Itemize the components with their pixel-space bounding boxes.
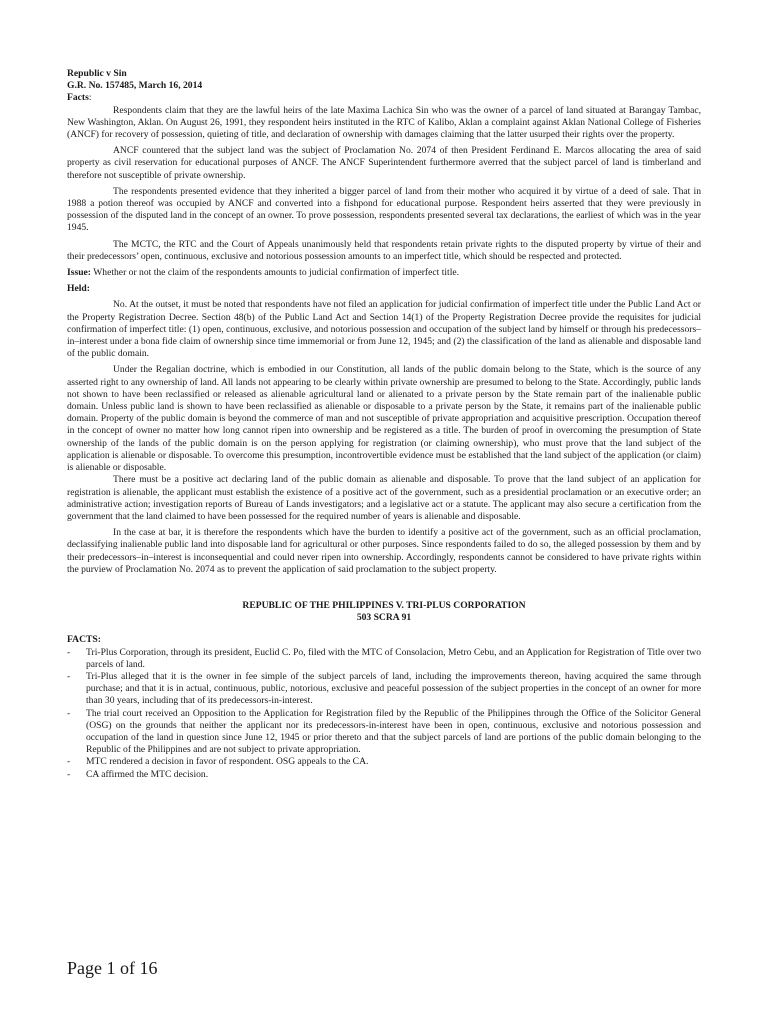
- facts-heading: Facts:: [67, 92, 92, 104]
- list-item: [67, 769, 701, 781]
- held-paragraph: No. At the outset, it must be noted that respondents have not filed an application for judicial confirmation of imperfect title under the Public Land Act or the Property Registration Decree. Section 48(b) of the Public Land Act and Section 14(1) of the Property Registration Decree provide the requisites for judicial confirmation of imperfect title: (1) open, continuous, exclusive, and notorious possession and occupation of the subject land by himself or through his predecessors–in–interest under a bona fide claim of ownership since time immemorial or from June 12, 1945; and (2) the classification of the land as alienable and disposable land of the public domain.: [67, 299, 701, 360]
- held-paragraph: There must be a positive act declaring land of the public domain as alienable and disposable. To prove that the land subject of an application for registration is alienable, the applicant must establish the existence of a positive act of the government, such as a presidential proclamation or an executive order; an administrative action; investigation reports of Bureau of Lands investigators; and a legislative act or a statute. The applicant may also secure a certification from the government that the land claimed to have been possessed for the required number of years is alienable and disposable.: [67, 474, 701, 522]
- page-number: Page 1 of 16: [67, 958, 158, 978]
- list-item: [67, 647, 701, 671]
- issue-text: Whether or not the claim of the respondents amounts to judicial confirmation of imperfect title.: [93, 267, 460, 279]
- list-item-text: The trial court received an Opposition to the Application for Registration filed by the Republic of the Philippines through the Office of the Solicitor General (OSG) on the grounds that neither the applicant nor its predecessors-in-interest have been in open, continuous, exclusive and notorious possession and occupation of the land in question since June 12, 1945 or prior thereto and that the subject parcels of land are portions of the public domain belonging to the Republic of the Philippines and are not subject to private appropriation.: [86, 707, 701, 756]
- list-item: [67, 756, 701, 768]
- bullet-dash: -: [67, 768, 71, 780]
- bullet-dash: -: [67, 756, 71, 768]
- list-item-text: Tri-Plus Corporation, through its president, Euclid C. Po, filed with the MTC of Consolacion, Metro Cebu, and an Application for Registration of Title over two parcels of land.: [86, 646, 701, 670]
- second-case-title: REPUBLIC OF THE PHILIPPINES V. TRI-PLUS CORPORATION: [242, 599, 526, 611]
- held-paragraph: In the case at bar, it is therefore the respondents which have the burden to identify a positive act of the government, such as an official proclamation, declassifying inalienable public land into disposable land for agricultural or other purposes. Since respondents failed to do so, the alleged possession by them and by their predecessors–in–interest is inconsequential and could never ripen into ownership. Accordingly, respondents cannot be considered to have private rights within the purview of Proclamation No. 2074 as to prevent the application of said proclamation to the subject property.: [67, 527, 701, 575]
- document-body: [67, 68, 701, 781]
- facts-paragraph: Respondents claim that they are the lawful heirs of the late Maxima Lachica Sin who was the owner of a parcel of land situated at Barangay Tambac, New Washington, Aklan. On August 26, 1991, they respondent heirs instituted in the RTC of Kalibo, Aklan a complaint against Aklan National College of Fisheries (ANCF) for recovery of possession, quieting of title, and declaration of ownership with damages claiming that the latter usurped their rights over the property.: [67, 104, 701, 141]
- list-item: [67, 671, 701, 708]
- case-title: Republic v Sin: [67, 68, 127, 79]
- second-facts-label: FACTS:: [67, 634, 101, 646]
- facts-paragraph: The MCTC, the RTC and the Court of Appeals unanimously held that respondents retain private rights to the disputed property by virtue of their and their predecessors’ open, continuous, exclusive and notorious possession amounts to an imperfect title, which should be respected and protected.: [67, 238, 701, 262]
- list-item: [67, 708, 701, 757]
- facts-label: Facts: [67, 92, 89, 104]
- held-label: Held:: [67, 283, 90, 295]
- list-item-text: CA affirmed the MTC decision.: [86, 768, 209, 780]
- bullet-dash: -: [67, 670, 71, 682]
- issue-section: [67, 267, 701, 279]
- second-case-citation: 503 SCRA 91: [356, 612, 412, 624]
- issue-label: Issue:: [67, 267, 91, 279]
- facts-paragraph: The respondents presented evidence that they inherited a bigger parcel of land from their mother who acquired it by virtue of a deed of sale. That in 1988 a potion thereof was occupied by ANCF and converted into a fishpond for educational purpose. Respondent heirs asserted that they were previously in possession of the disputed land in the concept of an owner. To prove possession, respondents presented several tax declarations, the earliest of which was in the year 1945.: [67, 185, 701, 234]
- facts-list: [67, 647, 701, 781]
- bullet-dash: -: [67, 707, 71, 719]
- bullet-dash: -: [67, 646, 71, 658]
- held-paragraph: Under the Regalian doctrine, which is embodied in our Constitution, all lands of the public domain belong to the State, which is the source of any asserted right to any ownership of land. All lands not appearing to be clearly within private ownership are presumed to belong to the State. Accordingly, public lands not shown to have been reclassified or released as alienable agricultural land or alienated to a private person by the State remain part of the inalienable public domain. Unless public land is shown to have been reclassified as alienable or disposable to a private person by the State, it remains part of the inalienable public domain. Property of the public domain is beyond the commerce of man and not susceptible of private appropriation and acquisitive prescription. Occupation thereof in the concept of owner no matter how long cannot ripen into ownership and be registered as a title. The burden of proof in overcoming the presumption of State ownership of the lands of the public domain is on the person applying for registration (or claiming ownership), who must prove that the land subject of the application is alienable or disposable. To overcome this presumption, incontrovertible evidence must be established that the land subject of the application (or claim) is alienable or disposable.: [67, 364, 701, 474]
- second-case: [67, 600, 701, 781]
- facts-paragraph: ANCF countered that the subject land was the subject of Proclamation No. 2074 of then President Ferdinand E. Marcos allocating the area of said property as civil reservation for educational purposes of ANCF. The ANCF Superintendent furthermore averred that the subject parcel of land is timberland and therefore not susceptible of private ownership.: [67, 145, 701, 181]
- list-item-text: Tri-Plus alleged that it is the owner in fee simple of the subject parcels of land, including the improvements thereon, having acquired the same through purchase; and that it is in actual, continuous, public, notorious, exclusive and peaceful possession of the subject properties in the concept of an owner for more than 30 years, including that of its predecessors-in-interest.: [86, 670, 701, 707]
- case-citation: G.R. No. 157485, March 16, 2014: [67, 80, 203, 92]
- list-item-text: MTC rendered a decision in favor of respondent. OSG appeals to the CA.: [86, 756, 369, 768]
